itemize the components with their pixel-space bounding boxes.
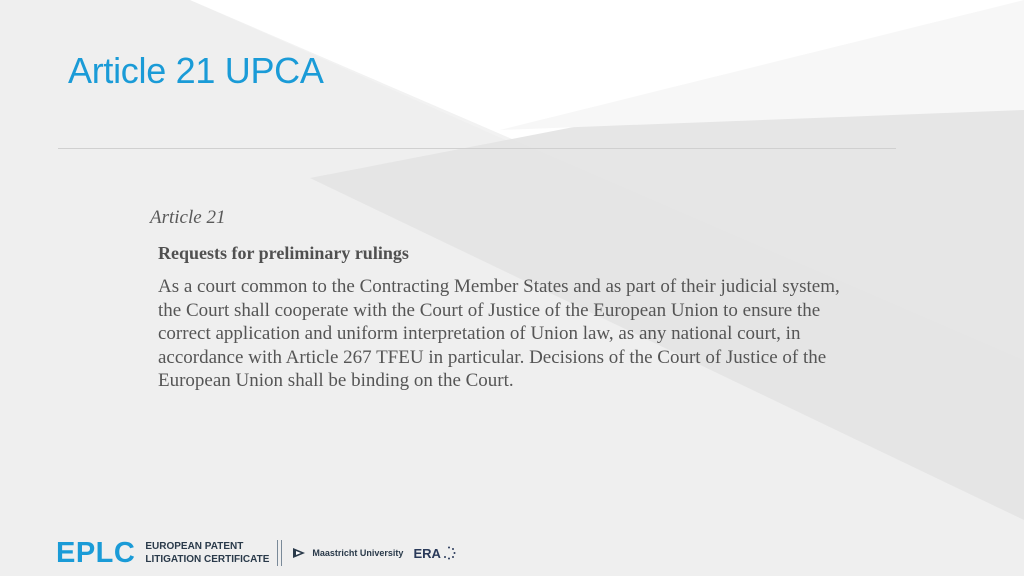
footer-logos [56,536,456,570]
article-content [150,207,850,393]
article-body: As a court common to the Contracting Member States and as part of their judicial system, the Court shall cooperate with the Court of Justice of the European Union to ensure the correct application and uniform interpretation of Union law, as any national court, in accordance with Article 267 TFEU in particular. Decisions of the Court of Justice of the European Union shall be binding on the Court. [158,276,840,391]
era-stars-icon [442,546,456,560]
article-label: Article 21 [150,207,226,228]
eplc-subtitle-line1: EUROPEAN PATENT [145,541,244,552]
title-divider [58,148,896,149]
eplc-subtitle [145,540,269,566]
maastricht-university-name: Maastricht University [312,548,404,558]
era-logo: ERA [413,545,441,561]
logo-separator [277,540,282,566]
article-heading: Requests for preliminary rulings [158,243,409,263]
eplc-logo: EPLC [56,536,136,569]
eplc-subtitle-line2: LITIGATION CERTIFICATE [145,554,270,565]
maastricht-university-icon [292,546,306,560]
page-title: Article 21 UPCA [68,50,324,91]
